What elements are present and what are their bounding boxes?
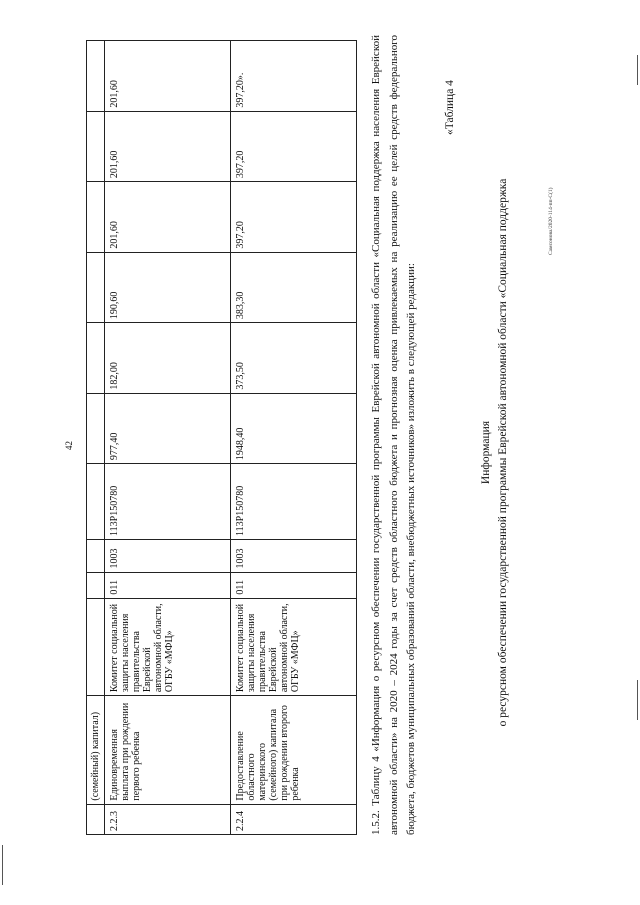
value-2024: 397,20». [231, 41, 357, 112]
amendment-paragraph: 1.5.2. Таблицу 4 «Информация о ресурсном обеспечении государственной программы Еврейской автономной области «Социальная поддержка населения Еврейской автономной области» на 2020 – 2024 годы за счет средств областного бюджета и прогнозная оценка привлекаемых на реализацию ее целей средств федерального бюджета, бюджетов муниципальных образований области, внебюджетных источников» изложить в следующей редакции: [370, 35, 418, 835]
page-number: 42 [64, 441, 74, 450]
value-2020: 373,50 [231, 323, 357, 394]
measure-name: (семейный) капитал) [87, 696, 105, 804]
row-number: 2.2.4 [231, 804, 357, 834]
measure-name: Единовременная выплата при рождении первого ребенка [105, 696, 231, 804]
code-csr: 113P150780 [105, 464, 231, 540]
code-rzpr: 1003 [105, 540, 231, 573]
code-csr [87, 464, 105, 540]
info-subtitle: о ресурсном обеспечении государственной программы Еврейской автономной области «Социальная поддержка [497, 178, 509, 727]
executor: Комитет социальной защиты населения правительства Еврейской автономной области, ОГБУ «МФЦ» [105, 598, 231, 696]
executor: Комитет социальной защиты населения правительства Еврейской автономной области, ОГБУ «МФЦ» [231, 598, 357, 696]
value-total: 977,40 [105, 393, 231, 464]
resource-table [86, 40, 357, 835]
code-csr: 113P150780 [231, 464, 357, 540]
value-2023: 397,20 [231, 111, 357, 182]
value-2020 [87, 323, 105, 394]
value-2022: 201,60 [105, 182, 231, 253]
row-number [87, 804, 105, 834]
value-2021: 383,30 [231, 252, 357, 323]
value-2021: 190,60 [105, 252, 231, 323]
code-grbs: 011 [105, 572, 231, 598]
table-row [231, 41, 357, 835]
value-2024 [87, 41, 105, 112]
value-2022 [87, 182, 105, 253]
table-label: «Таблица 4 [444, 80, 456, 135]
value-2022: 397,20 [231, 182, 357, 253]
code-grbs [87, 572, 105, 598]
code-rzpr [87, 540, 105, 573]
value-2024: 201,60 [105, 41, 231, 112]
measure-name: Предоставление областного материнского (семейного) капитала при рождении второго ребенка [231, 696, 357, 804]
footer-reference: Самсонова/2020-114-пп-С(1) [548, 187, 554, 255]
value-total: 1948,40 [231, 393, 357, 464]
executor [87, 598, 105, 696]
value-total [87, 393, 105, 464]
table-row [105, 41, 231, 835]
table-row [87, 41, 105, 835]
code-grbs: 011 [231, 572, 357, 598]
value-2021 [87, 252, 105, 323]
value-2020: 182,00 [105, 323, 231, 394]
row-number: 2.2.3 [105, 804, 231, 834]
value-2023 [87, 111, 105, 182]
value-2023: 201,60 [105, 111, 231, 182]
code-rzpr: 1003 [231, 540, 357, 573]
info-title: Информация [480, 420, 492, 485]
